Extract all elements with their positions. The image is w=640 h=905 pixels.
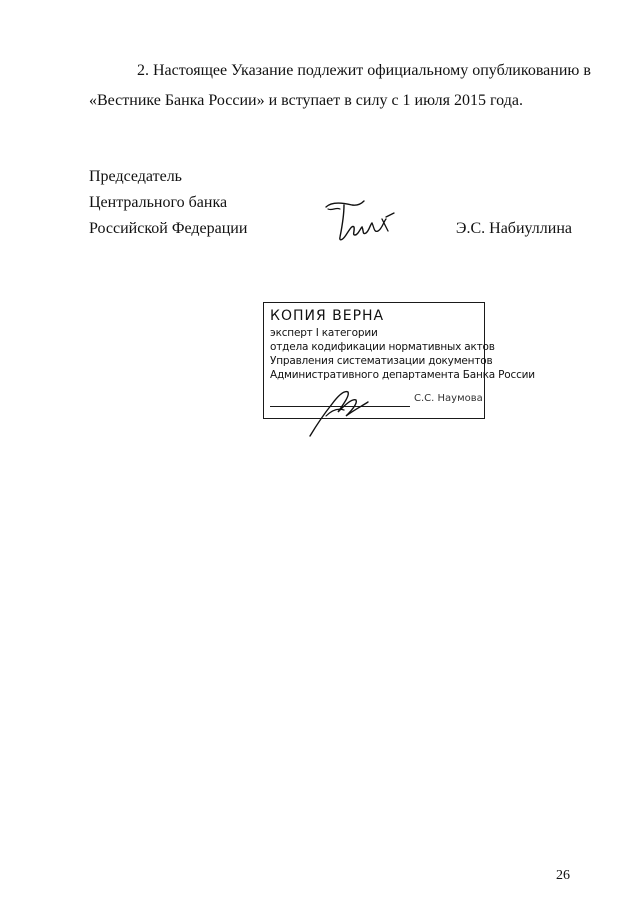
signatory-title-line-1: Председатель	[89, 168, 182, 185]
stamp-line-1: эксперт I категории	[270, 327, 378, 339]
stamp-handwritten-signature	[298, 380, 378, 440]
signatory-title-line-3: Российской Федерации	[89, 220, 248, 237]
handwritten-signature	[322, 197, 402, 245]
page-number: 26	[556, 868, 570, 883]
stamp-line-2: отдела кодификации нормативных актов	[270, 341, 495, 353]
stamp-name: С.С. Наумова	[414, 393, 483, 404]
signatory-name: Э.С. Набиуллина	[455, 220, 572, 237]
stamp-line-3: Управления систематизации документов	[270, 355, 493, 367]
stamp-title: КОПИЯ ВЕРНА	[270, 308, 385, 324]
paragraph-line-2: «Вестнике Банка России» и вступает в силу с 1 июля 2015 года.	[89, 92, 523, 109]
stamp-line-4: Административного департамента Банка России	[270, 369, 535, 381]
paragraph-line-1: 2. Настоящее Указание подлежит официальному опубликованию в	[137, 62, 591, 79]
signatory-title-line-2: Центрального банка	[89, 194, 228, 211]
